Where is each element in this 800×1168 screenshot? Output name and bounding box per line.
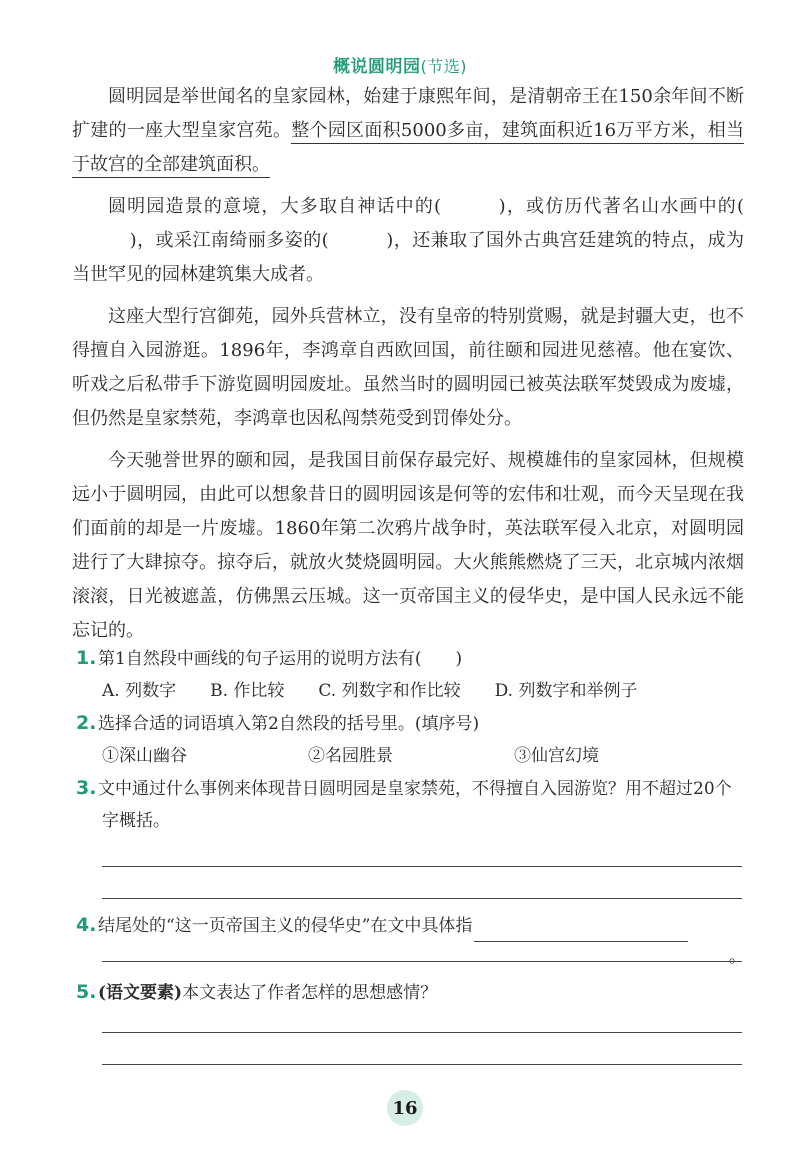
question-number: 5. xyxy=(76,981,97,1003)
question-4 xyxy=(76,909,748,967)
question-list xyxy=(76,642,748,1065)
question-text: 本文表达了作者怎样的思想感情？ xyxy=(182,983,438,1003)
question-3 xyxy=(76,772,748,899)
passage-title xyxy=(0,52,800,77)
answer-line[interactable] xyxy=(474,941,688,942)
options xyxy=(76,675,748,707)
p1-text: 圆明园是举世闻名的皇家园林，始建于康熙年间，是清朝帝王在150余年间不断扩建的一座大型皇家宫苑。 xyxy=(72,86,744,141)
option-1: ①深山幽谷 xyxy=(102,746,187,766)
answer-line[interactable] xyxy=(102,1031,742,1033)
answer-line[interactable] xyxy=(102,897,742,899)
option-a[interactable]: A. 列数字 xyxy=(102,681,177,701)
question-number: 2. xyxy=(76,712,97,734)
option-b[interactable]: B. 作比较 xyxy=(210,681,285,701)
paragraph-4: 今天驰誉世界的颐和园，是我国目前保存最完好、规模雄伟的皇家园林，但规模远小于圆明园，由此可以想象昔日的圆明园该是何等的宏伟和壮观，而今天呈现在我们面前的却是一片废墟。1860年第二次鸦片战争时，英法联军侵入北京，对圆明园进行了大肆掠夺。掠夺后，就放火焚烧圆明园。大火熊熊燃烧了三天，北京城内浓烟滚滚，日光被遮盖，仿佛黑云压城。这一页帝国主义的侵华史，是中国人民永远不能忘记的。 xyxy=(72,450,744,641)
question-number: 3. xyxy=(76,777,97,799)
passage-body xyxy=(72,80,744,656)
answer-line[interactable] xyxy=(102,1063,742,1065)
question-text: 选择合适的词语填入第2自然段的括号里。(填序号) xyxy=(98,714,480,734)
question-number: 1. xyxy=(76,647,97,669)
question-text: 第1自然段中画线的句子运用的说明方法有( ) xyxy=(98,649,463,669)
option-2: ②名园胜景 xyxy=(308,746,393,766)
question-tag: (语文要素) xyxy=(98,983,183,1003)
end-period: 。 xyxy=(729,947,746,967)
paragraph-1 xyxy=(72,80,744,182)
paragraph-3: 这座大型行宫御苑，园外兵营林立，没有皇帝的特别赏赐，就是封疆大吏，也不得擅自入园游逛。1896年，李鸿章自西欧回国，前往颐和园进见慈禧。他在宴饮、听戏之后私带手下游览圆明园废址。虽然当时的圆明园已被英法联军焚毁成为废墟，但仍然是皇家禁苑，李鸿章也因私闯禁苑受到罚俸处分。 xyxy=(72,306,744,429)
question-text: 结尾处的“这一页帝国主义的侵华史”在文中具体指 xyxy=(98,916,473,936)
page-number: 16 xyxy=(387,1090,423,1126)
p2-part-b: )，或仿历代著名山水画中的( xyxy=(498,196,744,217)
paragraph-2 xyxy=(72,190,744,292)
p2-part-d: )，还兼取了国外古典宫廷建筑的特点，成为当世罕见的园林建筑集大成者。 xyxy=(72,230,745,285)
question-2 xyxy=(76,707,748,772)
answer-line[interactable] xyxy=(102,960,742,962)
question-number: 4. xyxy=(76,914,97,936)
title-main: 概说圆明园 xyxy=(333,57,421,77)
p2-part-c: )，或采江南绮丽多姿的( xyxy=(129,230,329,251)
options xyxy=(76,740,748,772)
p1-underlined-sentence: 整个园区面积5000多亩，建筑面积近16万平方米，相当于故宫的全部建筑面积。 xyxy=(72,120,744,178)
option-c[interactable]: C. 列数字和作比较 xyxy=(318,681,461,701)
option-3: ③仙宫幻境 xyxy=(514,746,599,766)
option-d[interactable]: D. 列数字和举例子 xyxy=(494,681,638,701)
p2-part-a: 圆明园造景的意境，大多取自神话中的( xyxy=(108,196,442,217)
title-sub: (节选) xyxy=(420,57,467,76)
answer-line[interactable] xyxy=(102,865,742,867)
question-text: 文中通过什么事例来体现昔日圆明园是皇家禁苑，不得擅自入园游览？用不超过20个字概括。 xyxy=(98,779,732,831)
question-1 xyxy=(76,642,748,707)
question-5 xyxy=(76,976,748,1065)
